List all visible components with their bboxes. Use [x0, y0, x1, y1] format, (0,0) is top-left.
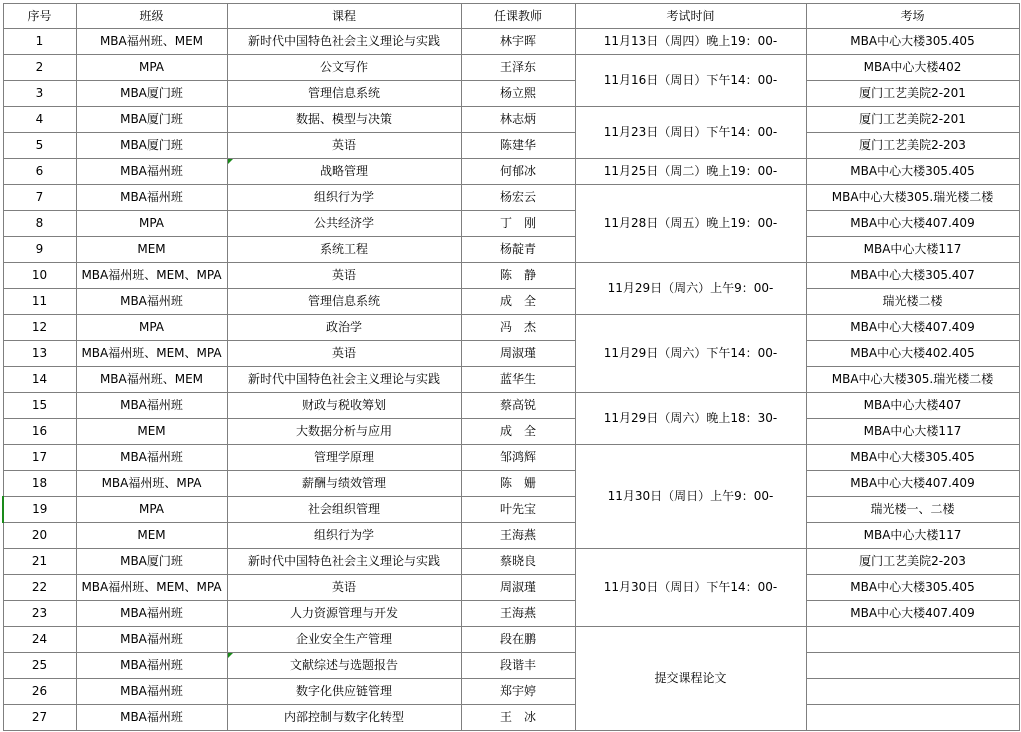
class-cell[interactable]: MBA厦门班: [76, 549, 227, 575]
class-cell[interactable]: MBA福州班: [76, 653, 227, 679]
seq-cell[interactable]: 21: [3, 549, 76, 575]
class-cell[interactable]: MPA: [76, 315, 227, 341]
course-cell[interactable]: 系统工程: [227, 237, 461, 263]
exam-time-cell[interactable]: 11月25日（周二）晚上19：00-: [575, 159, 806, 185]
course-cell[interactable]: 财政与税收筹划: [227, 393, 461, 419]
table-row: [3, 653, 1019, 679]
exam-room-cell[interactable]: 厦门工艺美院2-203: [806, 549, 1019, 575]
exam-schedule-table: [2, 3, 1020, 731]
exam-room-cell[interactable]: MBA中心大楼407.409: [806, 315, 1019, 341]
exam-time-cell[interactable]: 11月29日（周六）下午14：00-: [575, 315, 806, 393]
class-cell[interactable]: MBA福州班、MEM: [76, 367, 227, 393]
teacher-cell[interactable]: 成 全: [461, 289, 575, 315]
teacher-cell[interactable]: 成 全: [461, 419, 575, 445]
course-cell[interactable]: 数据、模型与决策: [227, 107, 461, 133]
header-exam-time[interactable]: 考试时间: [575, 4, 806, 29]
course-cell[interactable]: 新时代中国特色社会主义理论与实践: [227, 29, 461, 55]
exam-room-cell[interactable]: MBA中心大楼407.409: [806, 211, 1019, 237]
teacher-cell[interactable]: 周淑瑾: [461, 575, 575, 601]
course-cell[interactable]: 管理信息系统: [227, 81, 461, 107]
exam-time-cell[interactable]: 11月28日（周五）晚上19：00-: [575, 185, 806, 263]
table-row: [3, 237, 1019, 263]
seq-cell[interactable]: 8: [3, 211, 76, 237]
exam-room-cell[interactable]: MBA中心大楼407: [806, 393, 1019, 419]
exam-room-cell[interactable]: MBA中心大楼305.405: [806, 159, 1019, 185]
course-cell[interactable]: 管理学原理: [227, 445, 461, 471]
exam-room-cell[interactable]: MBA中心大楼402: [806, 55, 1019, 81]
exam-time-cell[interactable]: 11月16日（周日）下午14：00-: [575, 55, 806, 107]
seq-cell[interactable]: 10: [3, 263, 76, 289]
seq-cell[interactable]: 7: [3, 185, 76, 211]
header-exam-room[interactable]: 考场: [806, 4, 1019, 29]
table-row: [3, 471, 1019, 497]
class-cell[interactable]: MPA: [76, 211, 227, 237]
course-cell[interactable]: 社会组织管理: [227, 497, 461, 523]
exam-time-cell[interactable]: 提交课程论文: [575, 627, 806, 731]
exam-time-cell[interactable]: 11月29日（周六）晚上18：30-: [575, 393, 806, 445]
exam-time-cell[interactable]: 11月30日（周日）下午14：00-: [575, 549, 806, 627]
class-cell[interactable]: MBA福州班: [76, 289, 227, 315]
table-row: [3, 107, 1019, 133]
exam-room-cell[interactable]: MBA中心大楼305.瑞光楼二楼: [806, 367, 1019, 393]
course-cell[interactable]: 内部控制与数字化转型: [227, 705, 461, 731]
table-row: [3, 211, 1019, 237]
course-cell[interactable]: 政治学: [227, 315, 461, 341]
class-cell[interactable]: MBA福州班: [76, 679, 227, 705]
table-row: [3, 445, 1019, 471]
class-cell[interactable]: MBA福州班: [76, 445, 227, 471]
class-cell[interactable]: MEM: [76, 237, 227, 263]
table-row: [3, 523, 1019, 549]
class-cell[interactable]: MBA福州班、MEM: [76, 29, 227, 55]
exam-room-cell[interactable]: MBA中心大楼305.407: [806, 263, 1019, 289]
class-cell[interactable]: MBA福州班、MEM、MPA: [76, 341, 227, 367]
course-cell[interactable]: 英语: [227, 263, 461, 289]
class-cell[interactable]: MBA福州班: [76, 159, 227, 185]
seq-cell[interactable]: 15: [3, 393, 76, 419]
teacher-cell[interactable]: 王泽东: [461, 55, 575, 81]
exam-room-cell[interactable]: 瑞光楼二楼: [806, 289, 1019, 315]
course-cell[interactable]: 人力资源管理与开发: [227, 601, 461, 627]
course-cell[interactable]: 管理信息系统: [227, 289, 461, 315]
course-cell[interactable]: 公文写作: [227, 55, 461, 81]
teacher-cell[interactable]: 林宇晖: [461, 29, 575, 55]
exam-room-cell[interactable]: MBA中心大楼402.405: [806, 341, 1019, 367]
seq-cell[interactable]: 22: [3, 575, 76, 601]
exam-time-cell[interactable]: 11月29日（周六）上午9：00-: [575, 263, 806, 315]
exam-room-cell[interactable]: 厦门工艺美院2-201: [806, 107, 1019, 133]
teacher-cell[interactable]: 丁 刚: [461, 211, 575, 237]
teacher-cell[interactable]: 陈 姗: [461, 471, 575, 497]
seq-cell[interactable]: 17: [3, 445, 76, 471]
exam-room-cell[interactable]: 厦门工艺美院2-201: [806, 81, 1019, 107]
table-row: [3, 263, 1019, 289]
table-row: [3, 497, 1019, 523]
teacher-cell[interactable]: 蔡高锐: [461, 393, 575, 419]
seq-cell[interactable]: 18: [3, 471, 76, 497]
teacher-cell[interactable]: 王 冰: [461, 705, 575, 731]
table-row: [3, 705, 1019, 731]
class-cell[interactable]: MBA福州班: [76, 393, 227, 419]
class-cell[interactable]: MBA福州班、MEM、MPA: [76, 575, 227, 601]
course-cell[interactable]: 组织行为学: [227, 523, 461, 549]
teacher-cell[interactable]: 王海燕: [461, 601, 575, 627]
class-cell[interactable]: MPA: [76, 497, 227, 523]
exam-room-cell[interactable]: MBA中心大楼305.405: [806, 445, 1019, 471]
class-cell[interactable]: MBA福州班、MEM、MPA: [76, 263, 227, 289]
table-row: [3, 367, 1019, 393]
table-row: [3, 29, 1019, 55]
seq-cell[interactable]: 3: [3, 81, 76, 107]
course-cell[interactable]: 文献综述与选题报告: [227, 653, 461, 679]
teacher-cell[interactable]: 郑宇婷: [461, 679, 575, 705]
class-cell[interactable]: MEM: [76, 523, 227, 549]
course-cell[interactable]: 战略管理: [227, 159, 461, 185]
course-cell[interactable]: 英语: [227, 341, 461, 367]
exam-room-cell[interactable]: MBA中心大楼305.405: [806, 29, 1019, 55]
header-seq[interactable]: 序号: [3, 4, 76, 29]
exam-room-cell[interactable]: 厦门工艺美院2-203: [806, 133, 1019, 159]
seq-cell[interactable]: 23: [3, 601, 76, 627]
class-cell[interactable]: MBA福州班: [76, 185, 227, 211]
seq-cell[interactable]: 24: [3, 627, 76, 653]
class-cell[interactable]: MBA厦门班: [76, 81, 227, 107]
table-row: [3, 185, 1019, 211]
exam-room-cell[interactable]: [806, 679, 1019, 705]
class-cell[interactable]: MPA: [76, 55, 227, 81]
seq-cell[interactable]: 19: [3, 497, 76, 523]
table-row: [3, 601, 1019, 627]
table-row: [3, 419, 1019, 445]
course-cell[interactable]: 新时代中国特色社会主义理论与实践: [227, 367, 461, 393]
teacher-cell[interactable]: 段在鹏: [461, 627, 575, 653]
table-row: [3, 627, 1019, 653]
teacher-cell[interactable]: 蓝华生: [461, 367, 575, 393]
class-cell[interactable]: MEM: [76, 419, 227, 445]
teacher-cell[interactable]: 林志炳: [461, 107, 575, 133]
exam-room-cell[interactable]: MBA中心大楼305.405: [806, 575, 1019, 601]
course-cell[interactable]: 企业安全生产管理: [227, 627, 461, 653]
exam-room-cell[interactable]: [806, 653, 1019, 679]
teacher-cell[interactable]: 蔡晓良: [461, 549, 575, 575]
seq-cell[interactable]: 6: [3, 159, 76, 185]
teacher-cell[interactable]: 陈 静: [461, 263, 575, 289]
seq-cell[interactable]: 26: [3, 679, 76, 705]
seq-cell[interactable]: 14: [3, 367, 76, 393]
course-cell[interactable]: 大数据分析与应用: [227, 419, 461, 445]
table-row: [3, 289, 1019, 315]
teacher-cell[interactable]: 杨立熙: [461, 81, 575, 107]
teacher-cell[interactable]: 冯 杰: [461, 315, 575, 341]
seq-cell[interactable]: 25: [3, 653, 76, 679]
table-row: [3, 315, 1019, 341]
class-cell[interactable]: MBA福州班: [76, 601, 227, 627]
teacher-cell[interactable]: 杨靛青: [461, 237, 575, 263]
teacher-cell[interactable]: 王海燕: [461, 523, 575, 549]
teacher-cell[interactable]: 杨宏云: [461, 185, 575, 211]
teacher-cell[interactable]: 陈建华: [461, 133, 575, 159]
class-cell[interactable]: MBA厦门班: [76, 133, 227, 159]
seq-cell[interactable]: 12: [3, 315, 76, 341]
course-cell[interactable]: 英语: [227, 133, 461, 159]
course-cell[interactable]: 数字化供应链管理: [227, 679, 461, 705]
class-cell[interactable]: MBA福州班: [76, 627, 227, 653]
table-row: [3, 679, 1019, 705]
header-class[interactable]: 班级: [76, 4, 227, 29]
course-cell[interactable]: 新时代中国特色社会主义理论与实践: [227, 549, 461, 575]
header-row: [3, 4, 1019, 29]
class-cell[interactable]: MBA福州班: [76, 705, 227, 731]
exam-room-cell[interactable]: MBA中心大楼407.409: [806, 471, 1019, 497]
exam-time-cell[interactable]: 11月23日（周日）下午14：00-: [575, 107, 806, 159]
seq-cell[interactable]: 1: [3, 29, 76, 55]
table-row: [3, 81, 1019, 107]
teacher-cell[interactable]: 段谐丰: [461, 653, 575, 679]
course-cell[interactable]: 英语: [227, 575, 461, 601]
teacher-cell[interactable]: 周淑瑾: [461, 341, 575, 367]
seq-cell[interactable]: 9: [3, 237, 76, 263]
table-row: [3, 393, 1019, 419]
seq-cell[interactable]: 13: [3, 341, 76, 367]
seq-cell[interactable]: 20: [3, 523, 76, 549]
header-teacher[interactable]: 任课教师: [461, 4, 575, 29]
table-row: [3, 159, 1019, 185]
seq-cell[interactable]: 27: [3, 705, 76, 731]
class-cell[interactable]: MBA福州班、MPA: [76, 471, 227, 497]
exam-room-cell[interactable]: [806, 627, 1019, 653]
teacher-cell[interactable]: 邹鸿辉: [461, 445, 575, 471]
seq-cell[interactable]: 4: [3, 107, 76, 133]
seq-cell[interactable]: 5: [3, 133, 76, 159]
exam-room-cell[interactable]: 瑞光楼一、二楼: [806, 497, 1019, 523]
exam-room-cell[interactable]: MBA中心大楼117: [806, 523, 1019, 549]
table-row: [3, 575, 1019, 601]
seq-cell[interactable]: 16: [3, 419, 76, 445]
class-cell[interactable]: MBA厦门班: [76, 107, 227, 133]
table-row: [3, 549, 1019, 575]
table-row: [3, 55, 1019, 81]
teacher-cell[interactable]: 叶先宝: [461, 497, 575, 523]
exam-room-cell[interactable]: MBA中心大楼305.瑞光楼二楼: [806, 185, 1019, 211]
course-cell[interactable]: 薪酬与绩效管理: [227, 471, 461, 497]
exam-room-cell[interactable]: MBA中心大楼117: [806, 419, 1019, 445]
exam-room-cell[interactable]: MBA中心大楼117: [806, 237, 1019, 263]
teacher-cell[interactable]: 何郁冰: [461, 159, 575, 185]
header-course[interactable]: 课程: [227, 4, 461, 29]
table-row: [3, 133, 1019, 159]
course-cell[interactable]: 公共经济学: [227, 211, 461, 237]
exam-room-cell[interactable]: [806, 705, 1019, 731]
exam-time-cell[interactable]: 11月30日（周日）上午9：00-: [575, 445, 806, 549]
table-row: [3, 341, 1019, 367]
seq-cell[interactable]: 11: [3, 289, 76, 315]
exam-time-cell[interactable]: 11月13日（周四）晚上19：00-: [575, 29, 806, 55]
exam-room-cell[interactable]: MBA中心大楼407.409: [806, 601, 1019, 627]
seq-cell[interactable]: 2: [3, 55, 76, 81]
course-cell[interactable]: 组织行为学: [227, 185, 461, 211]
